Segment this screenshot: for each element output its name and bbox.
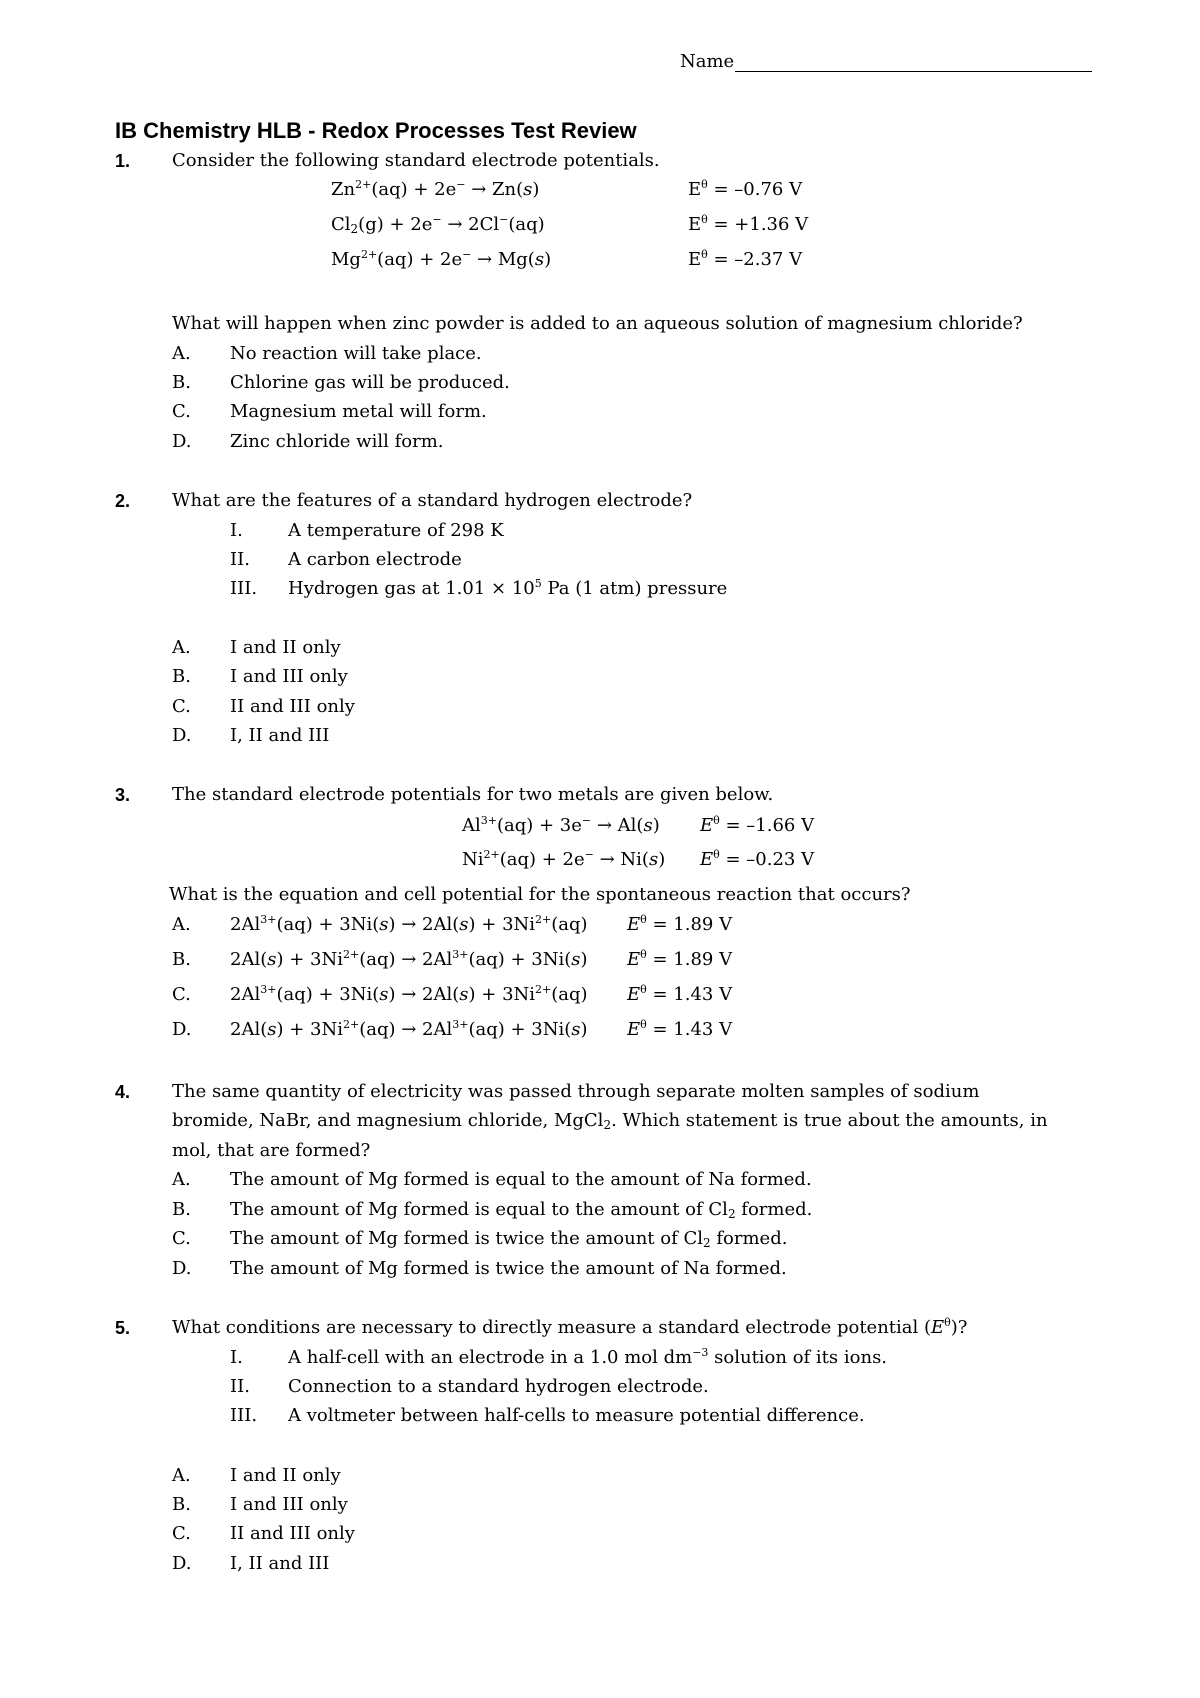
q5-statement-1-roman: I. — [230, 1347, 243, 1368]
q3-potential-1: $E^\theta = -1.66$ V — [700, 814, 815, 836]
q4-option-d-letter: D. — [172, 1258, 192, 1279]
name-blank-line — [735, 71, 1092, 72]
q1-stem: Consider the following standard electrode potentials. — [172, 150, 660, 171]
q3-option-d-equation: $2Al(s) + 3Ni^{2+}(aq) \to 2Al^{3+}(aq) + 3Ni(s)$ — [230, 1018, 588, 1040]
q5-statement-3-text: A voltmeter between half-cells to measure potential difference. — [288, 1405, 865, 1426]
q1-option-c-letter: C. — [172, 401, 191, 422]
q3-option-a-potential: $E^\theta = 1.89$ V — [627, 913, 733, 935]
q2-option-c-text: II and III only — [230, 696, 355, 717]
q3-potential-2: $E^\theta = -0.23$ V — [700, 848, 815, 870]
q5-statement-3-roman: III. — [230, 1405, 258, 1426]
q3-equation-1: $Al^{3+}(aq) + 3e^- \to Al(s)$ — [462, 814, 660, 836]
q3-option-c-letter: C. — [172, 984, 191, 1005]
q2-option-a-text: I and II only — [230, 637, 341, 658]
q4-stem-line-2: bromide, NaBr, and magnesium chloride, MgCl$_2$. Which statement is true about the amounts, in — [172, 1110, 1048, 1132]
q1-option-a-letter: A. — [172, 343, 191, 364]
q2-statement-2-text: A carbon electrode — [288, 549, 462, 570]
q4-stem-line-1: The same quantity of electricity was passed through separate molten samples of sodium — [172, 1081, 980, 1102]
q4-option-b-letter: B. — [172, 1199, 191, 1220]
q3-equation-2: $Ni^{2+}(aq) + 2e^- \to Ni(s)$ — [462, 848, 666, 870]
q2-option-b-letter: B. — [172, 666, 191, 687]
q5-option-a-letter: A. — [172, 1465, 191, 1486]
q2-option-d-text: I, II and III — [230, 725, 330, 746]
q1-option-d-text: Zinc chloride will form. — [230, 431, 444, 452]
q1-equation-3: $Mg^{2+}(aq) + 2e^- \to Mg(s)$ — [331, 248, 552, 270]
q1-option-c-text: Magnesium metal will form. — [230, 401, 487, 422]
q1-option-d-letter: D. — [172, 431, 192, 452]
q3-option-c-potential: $E^\theta = 1.43$ V — [627, 983, 733, 1005]
name-label: Name — [680, 51, 735, 72]
q3-stem: The standard electrode potentials for two metals are given below. — [172, 784, 774, 805]
q1-potential-1: $E^\theta = -0.76$ V — [688, 178, 803, 200]
q1-equation-2: $Cl_2(g) + 2e^- \to 2Cl^-(aq)$ — [331, 213, 545, 236]
q4-number: 4. — [115, 1082, 131, 1102]
q2-option-a-letter: A. — [172, 637, 191, 658]
q5-statement-2-text: Connection to a standard hydrogen electrode. — [288, 1376, 709, 1397]
q3-option-d-potential: $E^\theta = 1.43$ V — [627, 1018, 733, 1040]
q2-option-b-text: I and III only — [230, 666, 348, 687]
q2-option-c-letter: C. — [172, 696, 191, 717]
q2-statement-2-roman: II. — [230, 549, 250, 570]
q5-statement-2-roman: II. — [230, 1376, 250, 1397]
q2-statement-3-text: Hydrogen gas at $1.01 \times 10^5$ Pa (1 atm) pressure — [288, 577, 728, 599]
q4-option-d-text: The amount of Mg formed is twice the amount of Na formed. — [230, 1258, 787, 1279]
page-title: IB Chemistry HLB - Redox Processes Test Review — [115, 118, 637, 143]
q2-option-d-letter: D. — [172, 725, 192, 746]
q1-option-b-letter: B. — [172, 372, 191, 393]
q5-statement-1-text: A half-cell with an electrode in a 1.0 mol $dm^{-3}$ solution of its ions. — [288, 1346, 888, 1368]
q1-potential-3: $E^\theta = -2.37$ V — [688, 248, 803, 270]
q5-option-c-text: II and III only — [230, 1523, 355, 1544]
q5-stem: What conditions are necessary to directly measure a standard electrode potential $(E^\theta)$? — [172, 1316, 968, 1338]
q3-option-d-letter: D. — [172, 1019, 192, 1040]
q5-option-d-letter: D. — [172, 1553, 192, 1574]
q3-number: 3. — [115, 785, 131, 805]
q5-option-b-letter: B. — [172, 1494, 191, 1515]
q4-option-a-text: The amount of Mg formed is equal to the amount of Na formed. — [230, 1169, 812, 1190]
q5-option-b-text: I and III only — [230, 1494, 348, 1515]
q4-option-c-text: The amount of Mg formed is twice the amount of $Cl_2$ formed. — [230, 1228, 788, 1250]
q2-number: 2. — [115, 491, 131, 511]
q2-statement-1-text: A temperature of 298 K — [288, 520, 504, 541]
q1-equation-1: $Zn^{2+}(aq) + 2e^- \to Zn(s)$ — [331, 178, 540, 200]
q2-statement-1-roman: I. — [230, 520, 243, 541]
q2-stem: What are the features of a standard hydrogen electrode? — [172, 490, 693, 511]
q5-number: 5. — [115, 1318, 131, 1338]
q1-option-a-text: No reaction will take place. — [230, 343, 482, 364]
q4-option-b-text: The amount of Mg formed is equal to the amount of $Cl_2$ formed. — [230, 1199, 813, 1221]
q4-option-c-letter: C. — [172, 1228, 191, 1249]
q4-stem-line-3: mol, that are formed? — [172, 1140, 371, 1161]
q5-option-d-text: I, II and III — [230, 1553, 330, 1574]
q3-option-b-potential: $E^\theta = 1.89$ V — [627, 948, 733, 970]
q4-option-a-letter: A. — [172, 1169, 191, 1190]
q1-number: 1. — [115, 151, 131, 171]
q5-option-c-letter: C. — [172, 1523, 191, 1544]
q3-option-b-equation: $2Al(s) + 3Ni^{2+}(aq) \to 2Al^{3+}(aq) + 3Ni(s)$ — [230, 948, 588, 970]
q2-statement-3-roman: III. — [230, 578, 258, 599]
q3-option-a-equation: $2Al^{3+}(aq) + 3Ni(s) \to 2Al(s) + 3Ni^{2+}(aq)$ — [230, 913, 588, 935]
q3-question: What is the equation and cell potential for the spontaneous reaction that occurs? — [169, 884, 911, 905]
q3-option-a-letter: A. — [172, 914, 191, 935]
q3-option-b-letter: B. — [172, 949, 191, 970]
q3-option-c-equation: $2Al^{3+}(aq) + 3Ni(s) \to 2Al(s) + 3Ni^{2+}(aq)$ — [230, 983, 588, 1005]
q1-option-b-text: Chlorine gas will be produced. — [230, 372, 510, 393]
q1-potential-2: $E^\theta = +1.36$ V — [688, 213, 809, 235]
q5-option-a-text: I and II only — [230, 1465, 341, 1486]
q1-question: What will happen when zinc powder is added to an aqueous solution of magnesium chloride? — [172, 313, 1023, 334]
